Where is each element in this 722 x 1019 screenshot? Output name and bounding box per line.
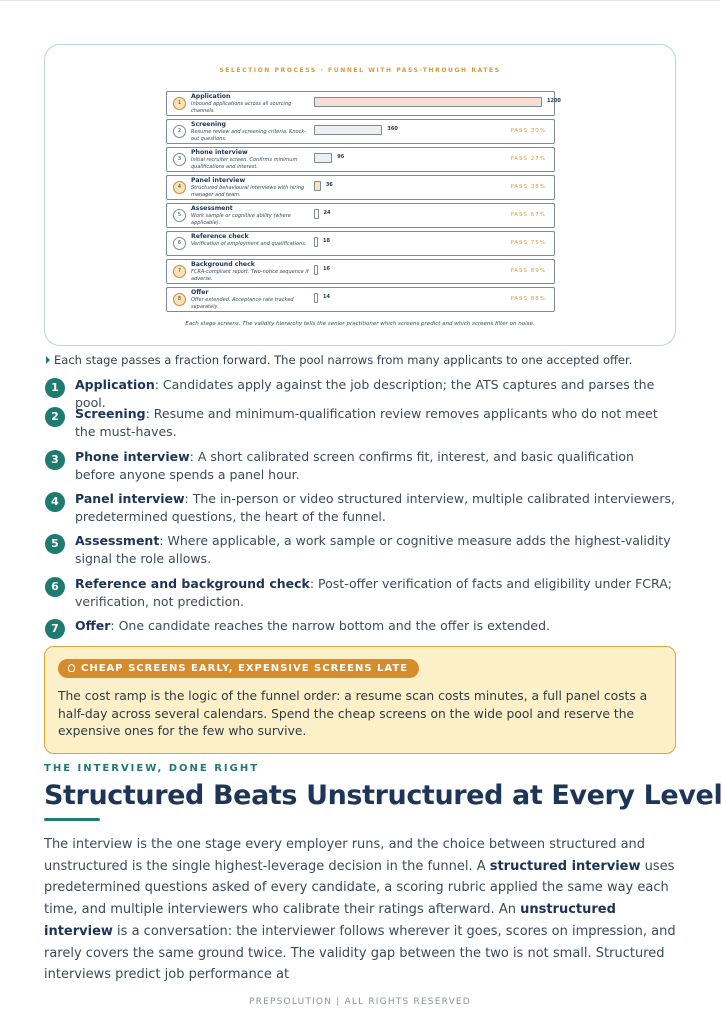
step-text: : Resume and minimum-qualification review removes applicants who do not meet the must-haves. xyxy=(75,406,658,439)
section-paragraph xyxy=(44,834,676,983)
top-divider xyxy=(0,0,720,1)
stage-name: Phone interview xyxy=(191,149,248,156)
stage-count: 18 xyxy=(323,238,330,244)
step-term: Reference and background check xyxy=(75,576,310,591)
stage-bar xyxy=(314,125,382,135)
step-term: Panel interview xyxy=(75,491,185,506)
stage-description: Offer extended. Acceptance rate tracked separately. xyxy=(191,297,294,310)
stage-name: Offer xyxy=(191,289,209,296)
step-text: : Candidates apply against the job description; the ATS captures and parses the pool. xyxy=(75,377,655,410)
page-footer: PREPSOLUTION | ALL RIGHTS RESERVED xyxy=(249,997,471,1007)
stage-name: Application xyxy=(191,93,231,100)
callout-title: CHEAP SCREENS EARLY, EXPENSIVE SCREENS LATE xyxy=(81,663,408,674)
stage-bar xyxy=(314,293,318,303)
funnel-lead xyxy=(46,353,632,367)
step-number-badge: 2 xyxy=(45,407,65,427)
lead-text: Each stage passes a fraction forward. The pool narrows from many applicants to one accepted offer. xyxy=(54,353,633,367)
stage-bar xyxy=(314,97,542,107)
funnel-figure xyxy=(44,44,676,346)
step-text: : Post-offer verification of facts and eligibility under FCRA; verification, not prediction. xyxy=(75,576,672,609)
stage-pass-rate: PASS 30% xyxy=(510,128,546,134)
para-text-2: uses predetermined questions asked of every candidate, a scoring rubric applied the same way each time, and multiple interviewers who calibrate their ratings afterward. An xyxy=(44,858,675,918)
tip-callout xyxy=(44,646,676,754)
stage-number: 4 xyxy=(173,181,186,194)
stage-pass-rate: PASS 88% xyxy=(510,296,546,302)
step-text: : One candidate reaches the narrow bottom and the offer is extended. xyxy=(110,618,551,633)
stage-description: Resume review and screening criteria. Knock-out questions. xyxy=(191,129,307,142)
stage-pass-rate: PASS 89% xyxy=(510,268,546,274)
step-number-badge: 5 xyxy=(45,534,65,554)
step-item xyxy=(44,448,676,484)
funnel-stage xyxy=(166,287,555,312)
para-text-3: is a conversation: the interviewer follows wherever it goes, scores on impression, and rarely covers the same ground twice. The validity gap between the two is not small. Structured interviews predict job performance at xyxy=(44,923,676,983)
step-term: Screening xyxy=(75,406,146,421)
funnel-stage xyxy=(166,147,555,172)
funnel-stage xyxy=(166,259,555,284)
stage-number: 8 xyxy=(173,293,186,306)
stage-name: Assessment xyxy=(191,205,233,212)
step-item xyxy=(44,532,676,568)
stage-number: 3 xyxy=(173,153,186,166)
funnel-stage xyxy=(166,231,555,256)
stage-count: 96 xyxy=(337,154,345,160)
funnel-stage xyxy=(166,119,555,144)
stage-count: 360 xyxy=(387,126,398,132)
section-kicker: THE INTERVIEW, DONE RIGHT xyxy=(44,763,260,774)
triangle-bullet-icon xyxy=(46,356,50,364)
stage-bar xyxy=(314,153,332,163)
stage-bar xyxy=(314,181,321,191)
term-unstructured-interview: unstructured interview xyxy=(44,902,616,939)
figure-title: SELECTION PROCESS · FUNNEL WITH PASS-THROUGH RATES xyxy=(219,67,501,74)
step-number-badge: 1 xyxy=(45,378,65,398)
step-number-badge: 4 xyxy=(45,492,65,512)
step-term: Application xyxy=(75,377,155,392)
step-term: Assessment xyxy=(75,533,160,548)
stage-number: 2 xyxy=(173,125,186,138)
step-term: Phone interview xyxy=(75,449,190,464)
step-text: : Where applicable, a work sample or cognitive measure adds the highest-validity signal the role allows. xyxy=(75,533,671,566)
stage-pass-rate: PASS 27% xyxy=(510,156,546,162)
step-term: Offer xyxy=(75,618,111,633)
stage-number: 1 xyxy=(173,97,186,110)
figure-caption: Each stage screens. The validity hierarchy tells the senior practitioner which screens predict and which screens filter on noise. xyxy=(185,321,535,327)
title-underline xyxy=(44,818,100,821)
step-item xyxy=(44,617,676,635)
stage-count: 24 xyxy=(323,210,331,216)
funnel-stage xyxy=(166,203,555,228)
stage-description: Work sample or cognitive ability (where applicable). xyxy=(191,213,291,226)
stage-name: Background check xyxy=(191,261,255,268)
step-item xyxy=(44,575,676,611)
stage-pass-rate: PASS 38% xyxy=(510,184,546,190)
stage-pass-rate: PASS 67% xyxy=(510,212,546,218)
step-number-badge: 7 xyxy=(45,619,65,639)
step-item xyxy=(44,405,676,441)
stage-description: Inbound applications across all sourcing channels. xyxy=(191,101,292,114)
callout-body: The cost ramp is the logic of the funnel order: a resume scan costs minutes, a full panel costs a half-day across several calendars. Spend the cheap screens on the wide pool and reserve the expensive ones for the few who survive. xyxy=(58,689,648,738)
stage-bar xyxy=(314,209,319,219)
stage-name: Reference check xyxy=(191,233,249,240)
lightbulb-icon xyxy=(68,664,75,672)
para-text-1: The interview is the one stage every employer runs, and the choice between structured and unstructured is the single highest-leverage decision in the funnel. A xyxy=(44,837,646,874)
stage-count: 16 xyxy=(323,266,330,272)
stage-description: Initial recruiter screen. Confirms minimum qualifications and interest. xyxy=(191,157,298,170)
step-number-badge: 3 xyxy=(45,450,65,470)
funnel-stage xyxy=(166,91,561,116)
stage-name: Panel interview xyxy=(191,177,246,184)
step-number-badge: 6 xyxy=(45,577,65,597)
callout-label xyxy=(58,659,419,678)
stage-count: 36 xyxy=(325,182,333,188)
step-text: : A short calibrated screen confirms fit, interest, and basic qualification before anyone spends a panel hour. xyxy=(75,449,634,482)
stage-count: 14 xyxy=(323,294,330,300)
stage-number: 5 xyxy=(173,209,186,222)
stage-bar xyxy=(314,237,318,247)
stage-count: 1200 xyxy=(547,98,561,104)
step-item xyxy=(44,490,676,526)
stage-number: 7 xyxy=(173,265,186,278)
stage-description: FCRA-compliant report. Two-notice sequence if adverse. xyxy=(191,269,309,282)
stage-bar xyxy=(314,265,318,275)
stage-number: 6 xyxy=(173,237,186,250)
section-title: Structured Beats Unstructured at Every Level xyxy=(44,780,722,811)
stage-name: Screening xyxy=(191,121,226,128)
stage-description: Verification of employment and qualifications. xyxy=(191,241,307,247)
stage-description: Structured behavioural interviews with hiring manager and team. xyxy=(191,185,305,198)
step-text: : The in-person or video structured interview, multiple calibrated interviewers, predetermined questions, the heart of the funnel. xyxy=(75,491,676,524)
funnel-stage xyxy=(166,175,555,200)
stage-pass-rate: PASS 75% xyxy=(510,240,546,246)
term-structured-interview: structured interview xyxy=(489,858,641,874)
